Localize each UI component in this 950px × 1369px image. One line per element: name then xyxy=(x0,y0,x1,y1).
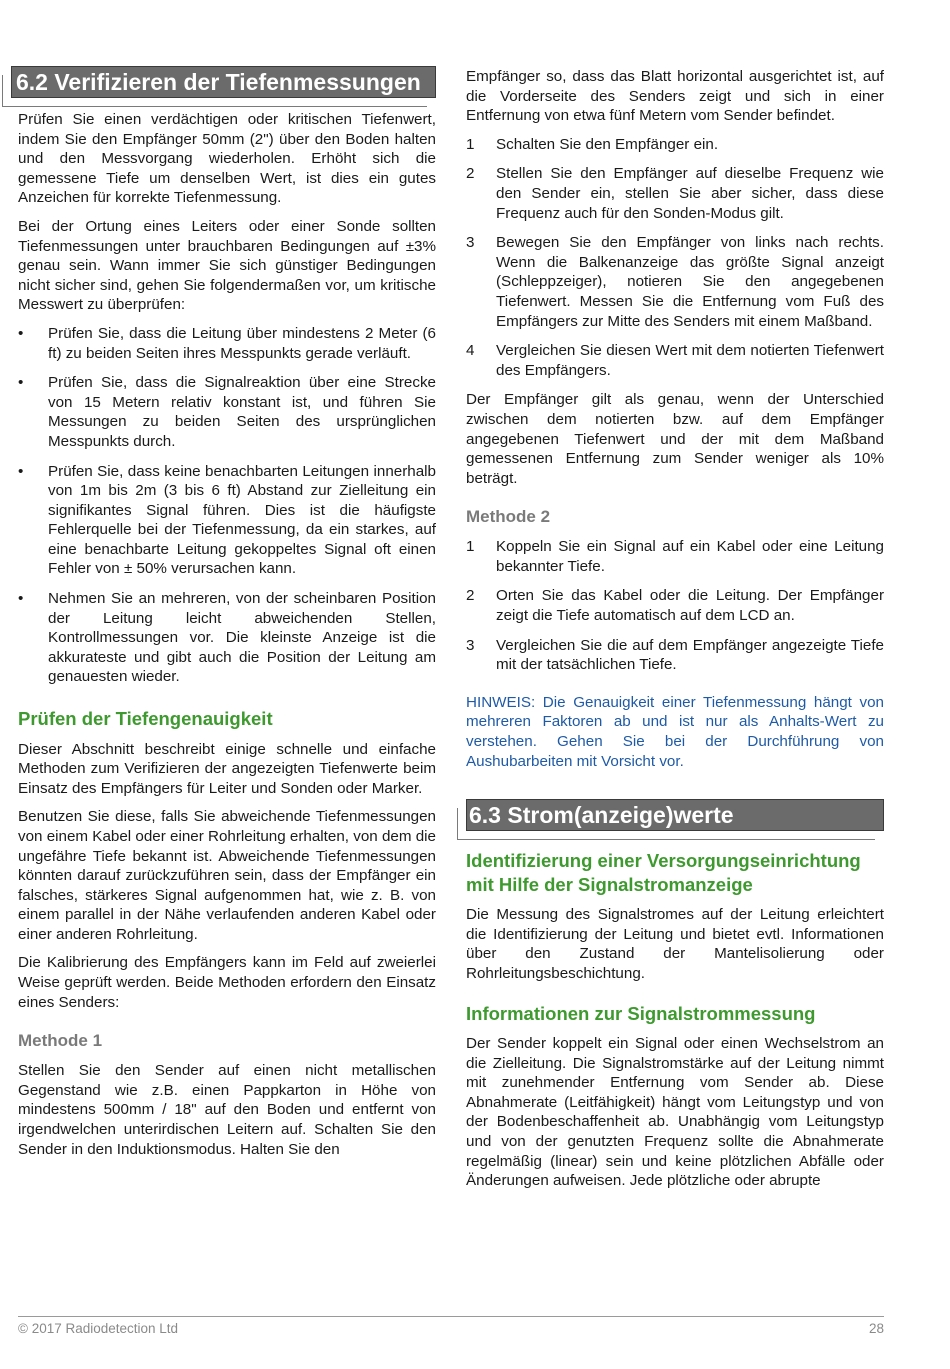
note-text: HINWEIS: Die Genauigkeit einer Tiefenmessung hängt von mehreren Faktoren ab und ist nur als Anhalts-Wert zu verstehen. Gehen Sie bei der Durchführung von Aushubarbeiten mit Vorsicht vor. xyxy=(466,693,884,770)
step-text: Vergleichen Sie die auf dem Empfänger angezeigte Tiefe mit der tatsächlichen Tiefe. xyxy=(496,636,884,674)
list-item xyxy=(466,537,884,576)
page-number: 28 xyxy=(868,1321,884,1336)
list-item xyxy=(466,135,884,155)
intro-paragraph-1: Prüfen Sie einen verdächtigen oder kritischen Tiefenwert, indem Sie den Empfänger 50mm (2") über den Boden halten und den Messvorgang wiederholen. Erhöht sich die gemessene Tiefe um denselben Wert, ist dies ein gutes Anzeichen für korrekte Tiefenmessung. xyxy=(18,111,436,207)
step-text: Orten Sie das Kabel oder die Leitung. Der Empfänger zeigt die Tiefe automatisch auf dem LCD an. xyxy=(496,587,884,625)
footer-divider xyxy=(18,1316,884,1317)
section-title-6-2: 6.2 Verifizieren der Tiefenmessungen xyxy=(11,66,436,98)
list-item xyxy=(466,341,884,380)
step-number: 3 xyxy=(466,636,475,654)
list-item xyxy=(18,324,436,363)
step-number: 2 xyxy=(466,165,475,183)
accuracy-paragraph-3: Die Kalibrierung des Empfängers kann im Feld auf zweierlei Weise geprüft werden. Beide Methoden erfordern den Einsatz eines Senders: xyxy=(18,954,436,1011)
list-item xyxy=(18,589,436,687)
step-number: 2 xyxy=(466,587,475,605)
list-item xyxy=(466,164,884,223)
section-title-6-3: 6.3 Strom(anzeige)werte xyxy=(466,799,884,831)
list-item xyxy=(466,636,884,675)
method-2-steps xyxy=(466,537,884,675)
method-2-heading: Methode 2 xyxy=(466,507,551,527)
step-number: 4 xyxy=(466,342,475,360)
accuracy-paragraph-2: Benutzen Sie diese, falls Sie abweichende Tiefenmessungen von einem Kabel oder einer Rohrleitung erhalten, von dem die ungefähre Tiefe bekannt ist. Abweichende Tiefenmessungen könnten darauf zurückzuführen sein, dass der Empfänger ein falsches, stärkeres Signal aufgenommen hat, wie z. B. von einem parallel in der Nähe verlaufenden anderen Kabel oder einer anderen Rohrleitung. xyxy=(18,808,436,943)
method-1-continued: Empfänger so, dass das Blatt horizontal ausgerichtet ist, auf die Vorderseite des Senders zeigt und sich in einer Entfernung von etwa fünf Metern vom Sender befindet. xyxy=(466,68,884,125)
bullet-icon: • xyxy=(18,374,24,392)
list-item xyxy=(466,233,884,331)
accuracy-heading: Prüfen der Tiefengenauigkeit xyxy=(18,708,273,730)
method-1-heading: Methode 1 xyxy=(18,1031,103,1051)
list-item-text: Prüfen Sie, dass die Leitung über mindestens 2 Meter (6 ft) zu beiden Seiten ihres Messpunkts gerade verläuft. xyxy=(48,324,436,362)
step-text: Schalten Sie den Empfänger ein. xyxy=(496,135,719,153)
list-item-text: Nehmen Sie an mehreren, von der scheinbaren Position der Leitung leicht abweichenden Stellen, Kontrollmessungen vor. Die kleinste Anzeige ist die akkurateste und gibt auch die Position der Leitung am genauesten wieder. xyxy=(48,590,436,686)
step-text: Stellen Sie den Empfänger auf dieselbe Frequenz wie den Sender ein, stellen Sie aber sicher, dass diese Frequenz auch für den Sonden-Modus gilt. xyxy=(496,165,884,222)
check-bullet-list xyxy=(18,324,436,687)
bullet-icon: • xyxy=(18,324,24,342)
method-1-paragraph: Stellen Sie den Sender auf einen nicht metallischen Gegenstand wie z.B. einen Pappkarton in Höhe von mindestens 500mm / 18" auf den Boden und entfernt von irgendwelchen unterirdischen Leitern auf. Schalten Sie den Sender in den Induktionsmodus. Halten Sie den xyxy=(18,1062,436,1158)
identification-paragraph: Die Messung des Signalstromes auf der Leitung erleichtert die Identifizierung der Leitung und bietet evtl. Informationen über den Zustand der Mantelisolierung oder Rohrleitungsbeschichtung. xyxy=(466,906,884,982)
list-item xyxy=(18,373,436,451)
step-number: 1 xyxy=(466,135,475,153)
left-column xyxy=(18,66,436,1168)
step-text: Vergleichen Sie diesen Wert mit dem notierten Tiefenwert des Empfängers. xyxy=(496,342,884,379)
info-heading: Informationen zur Signalstrommessung xyxy=(466,1002,816,1024)
accuracy-paragraph-1: Dieser Abschnitt beschreibt einige schnelle und einfache Methoden zum Verifizieren der angezeigten Tiefenwerte beim Einsatz des Empfängers für Leiter und Sonden oder Marker. xyxy=(18,740,436,797)
footer-copyright: © 2017 Radiodetection Ltd xyxy=(18,1321,179,1336)
intro-paragraph-2: Bei der Ortung eines Leiters oder einer Sonde sollten Tiefenmessungen unter brauchbaren Bedingungen auf ±3% genau sein. Wann immer Sie sich günstiger Bedingungen nicht sicher sind, gehen Sie folgendermaßen vor, um kritische Messwert zu überprüfen: xyxy=(18,217,436,314)
list-item-text: Prüfen Sie, dass keine benachbarten Leitungen innerhalb von 1m bis 2m (3 bis 6 ft) Abstand zur Zielleitung ein signifikantes Signal führen. Dies ist die häufigste Fehlerquelle bei der Tiefenmessung, da ein starkes, auf eine benachbarte Leitung gekoppeltes Signal oft einen Fehler von ± 50% verursachen kann. xyxy=(48,462,436,578)
right-column xyxy=(466,67,884,1200)
method-1-result: Der Empfänger gilt als genau, wenn der Unterschied zwischen dem notierten bzw. auf dem Empfänger angegebenen Tiefenwert und der mit dem Maßband gemessenen Entfernung zum Sender weniger als 10% beträgt. xyxy=(466,391,884,487)
info-paragraph: Der Sender koppelt ein Signal oder einen Wechselstrom an die Zielleitung. Die Signalstromstärke auf der Leitung nimmt mit zunehmender Entfernung vom Sender ab. Diese Abnahmerate (Leitfähigkeit) hängt vom Leitungstyp und von der Bodenbeschaffenheit ab. Unabhängig vom Leitungstyp und von der genutzten Frequenz sollte die Abnahmerate regelmäßig (linear) sein und keine plötzlichen Abfälle oder Änderungen aufweisen. Jede plötzliche oder abrupte xyxy=(466,1035,884,1190)
step-text: Koppeln Sie ein Signal auf ein Kabel oder eine Leitung bekannter Tiefe. xyxy=(496,538,884,575)
bullet-icon: • xyxy=(18,590,24,608)
list-item xyxy=(18,462,436,580)
identification-heading: Identifizierung einer Versorgungseinrichtung mit Hilfe der Signalstromanzeige xyxy=(466,850,861,895)
list-item xyxy=(466,586,884,625)
step-text: Bewegen Sie den Empfänger von links nach rechts. Wenn die Balkenanzeige das größte Signal anzeigt (Schleppzeiger), notieren Sie den angegebenen Tiefenwert. Messen Sie die Entfernung vom Fuß des Empfängers zur Mitte des Senders mit einem Maßband. xyxy=(496,234,884,330)
method-1-steps xyxy=(466,135,884,381)
list-item-text: Prüfen Sie, dass die Signalreaktion über eine Strecke von 15 Metern relativ konstant ist, und führen Sie Messungen zu beiden Seiten des ursprünglichen Messpunkts durch. xyxy=(48,374,436,450)
step-number: 1 xyxy=(466,538,475,556)
bullet-icon: • xyxy=(18,462,24,480)
step-number: 3 xyxy=(466,234,475,252)
